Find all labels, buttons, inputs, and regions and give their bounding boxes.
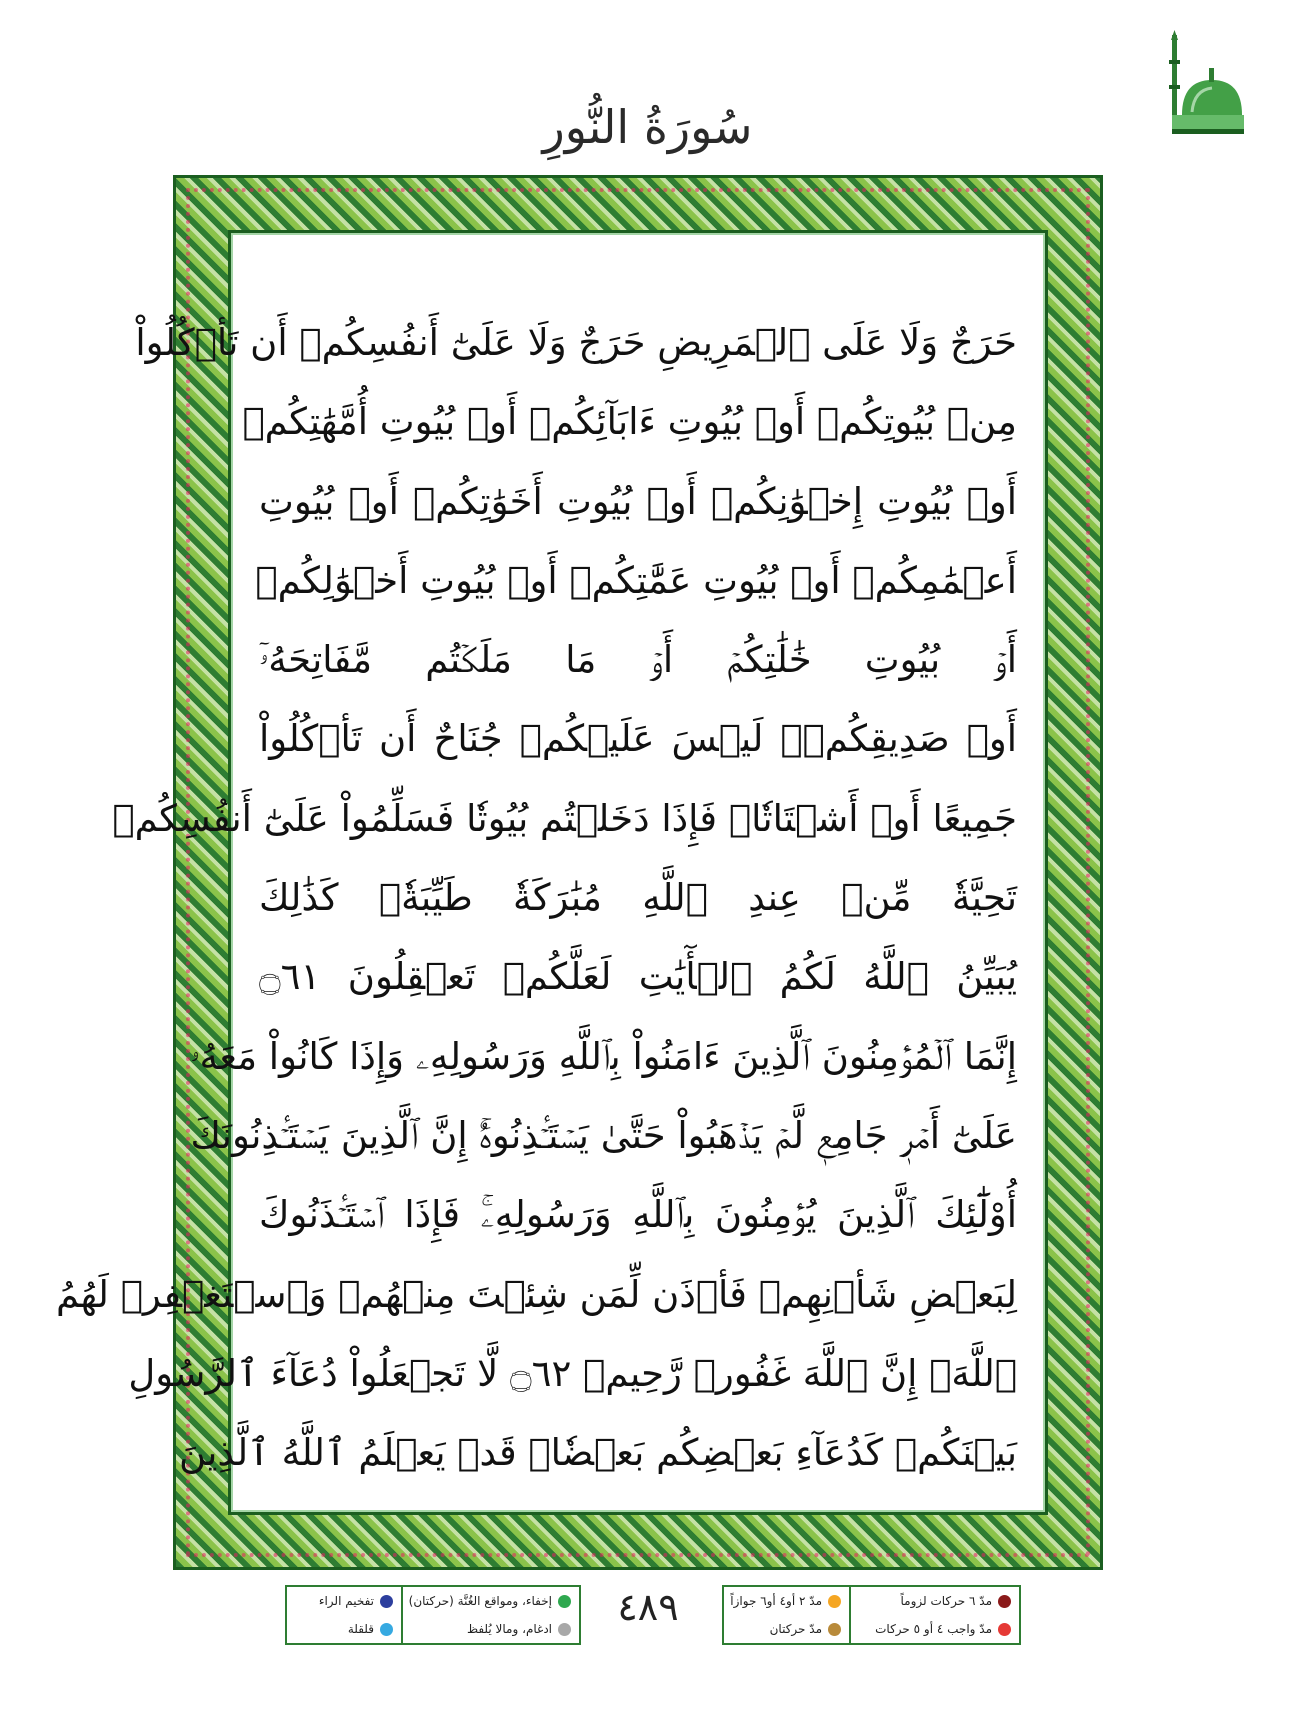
verse-line-8: تَحِيَّةٗ مِّنۡ عِندِ ٱللَّهِ مُبَٰرَكَةٗ طَيِّبَةٗۚ كَذَٰلِكَ: [259, 876, 1017, 920]
legend-item: مدّ ٦ حركات لزوماً: [851, 1587, 1019, 1615]
page-number: ٤٨٩: [617, 1585, 679, 1629]
legend-item: قلقلة: [287, 1615, 401, 1643]
tajweed-legend-left: [285, 1585, 581, 1645]
surah-title: سُورَةُ النُّورِ: [542, 100, 753, 154]
verse-line-4: أَعۡمَٰمِكُمۡ أَوۡ بُيُوتِ عَمَّٰتِكُمۡ أَوۡ بُيُوتِ أَخۡوَٰلِكُمۡ: [255, 558, 1017, 602]
verse-line-15: بَيۡنَكُمۡ كَدُعَآءِ بَعۡضِكُم بَعۡضٗاۚ قَدۡ يَعۡلَمُ ٱللَّهُ ٱلَّذِينَ: [178, 1431, 1017, 1475]
legend-dot-icon: [558, 1595, 571, 1608]
legend-item: مدّ ٢ أو٤ أو٦ جوازاً: [724, 1587, 849, 1615]
tajweed-legend-right: [722, 1585, 1021, 1645]
verse-line-3: أَوۡ بُيُوتِ إِخۡوَٰنِكُمۡ أَوۡ بُيُوتِ أَخَوَٰتِكُمۡ أَوۡ بُيُوتِ: [259, 479, 1017, 523]
legend-dot-icon: [828, 1595, 841, 1608]
verse-line-1: حَرَجٌ وَلَا عَلَى ٱلۡمَرِيضِ حَرَجٌ وَلَا عَلَىٰٓ أَنفُسِكُمۡ أَن تَأۡكُلُواْ: [135, 321, 1017, 364]
legend-item: تفخيم الراء: [287, 1587, 401, 1615]
legend-right-col-1: [724, 1587, 851, 1643]
legend-left-col-1: [287, 1587, 403, 1643]
legend-left-col-2: [403, 1587, 579, 1643]
legend-dot-icon: [380, 1623, 393, 1636]
legend-dot-icon: [828, 1623, 841, 1636]
legend-item: ادغام، ومالا يُلفظ: [403, 1615, 579, 1643]
verse-line-5: أَوۡ بُيُوتِ خَٰلَٰتِكُمۡ أَوۡ مَا مَلَكۡتُم مَّفَاتِحَهُۥٓ: [259, 638, 1017, 682]
verse-line-12: أُوْلَٰٓئِكَ ٱلَّذِينَ يُؤۡمِنُونَ بِٱللَّهِ وَرَسُولِهِۦۚ فَإِذَا ٱسۡتَـٔۡذَنُوكَ: [259, 1193, 1017, 1237]
legend-item: مدّ واجب ٤ أو ٥ حركات: [851, 1615, 1019, 1643]
legend-item: إخفاء، ومواقع الغُنَّة (حركتان): [403, 1587, 579, 1615]
verse-line-14: ٱللَّهَۚ إِنَّ ٱللَّهَ غَفُورٞ رَّحِيمٞ ۝٦٢ لَّا تَجۡعَلُواْ دُعَآءَ ٱلرَّسُولِ: [128, 1351, 1017, 1395]
legend-dot-icon: [558, 1623, 571, 1636]
verse-lines: [55, 303, 1045, 1492]
verse-line-11: عَلَىٰٓ أَمۡرٖ جَامِعٖ لَّمۡ يَذۡهَبُواْ حَتَّىٰ يَسۡتَـٔۡذِنُوهُۚ إِنَّ ٱلَّذِينَ يَسۡتَـٔۡذِنُونَكَ: [190, 1113, 1017, 1157]
ornamental-frame: [55, 175, 1103, 1570]
verse-line-9: يُبَيِّنُ ٱللَّهُ لَكُمُ ٱلۡأٓيَٰتِ لَعَلَّكُمۡ تَعۡقِلُونَ ۝٦١: [259, 955, 1017, 999]
verse-line-2: مِنۢ بُيُوتِكُمۡ أَوۡ بُيُوتِ ءَابَآئِكُمۡ أَوۡ بُيُوتِ أُمَّهَٰتِكُمۡ: [242, 400, 1017, 444]
legend-dot-icon: [998, 1623, 1011, 1636]
verse-line-7: جَمِيعًا أَوۡ أَشۡتَاتٗاۚ فَإِذَا دَخَلۡتُم بُيُوتٗا فَسَلِّمُواْ عَلَىٰٓ أَنفُسِكُمۡ: [112, 796, 1017, 840]
text-panel: [55, 230, 1048, 1515]
legend-dot-icon: [998, 1595, 1011, 1608]
verse-line-6: أَوۡ صَدِيقِكُمۡۚ لَيۡسَ عَلَيۡكُمۡ جُنَاحٌ أَن تَأۡكُلُواْ: [259, 717, 1017, 761]
legend-dot-icon: [380, 1595, 393, 1608]
legend-item: مدّ حركتان: [724, 1615, 849, 1643]
legend-right-col-2: [851, 1587, 1019, 1643]
verse-line-13: لِبَعۡضِ شَأۡنِهِمۡ فَأۡذَن لِّمَن شِئۡتَ مِنۡهُمۡ وَٱسۡتَغۡفِرۡ لَهُمُ: [55, 1272, 1017, 1316]
verse-line-10: إِنَّمَا ٱلۡمُؤۡمِنُونَ ٱلَّذِينَ ءَامَنُواْ بِٱللَّهِ وَرَسُولِهِۦ وَإِذَا كَانُواْ مَعَهُۥ: [190, 1034, 1017, 1078]
